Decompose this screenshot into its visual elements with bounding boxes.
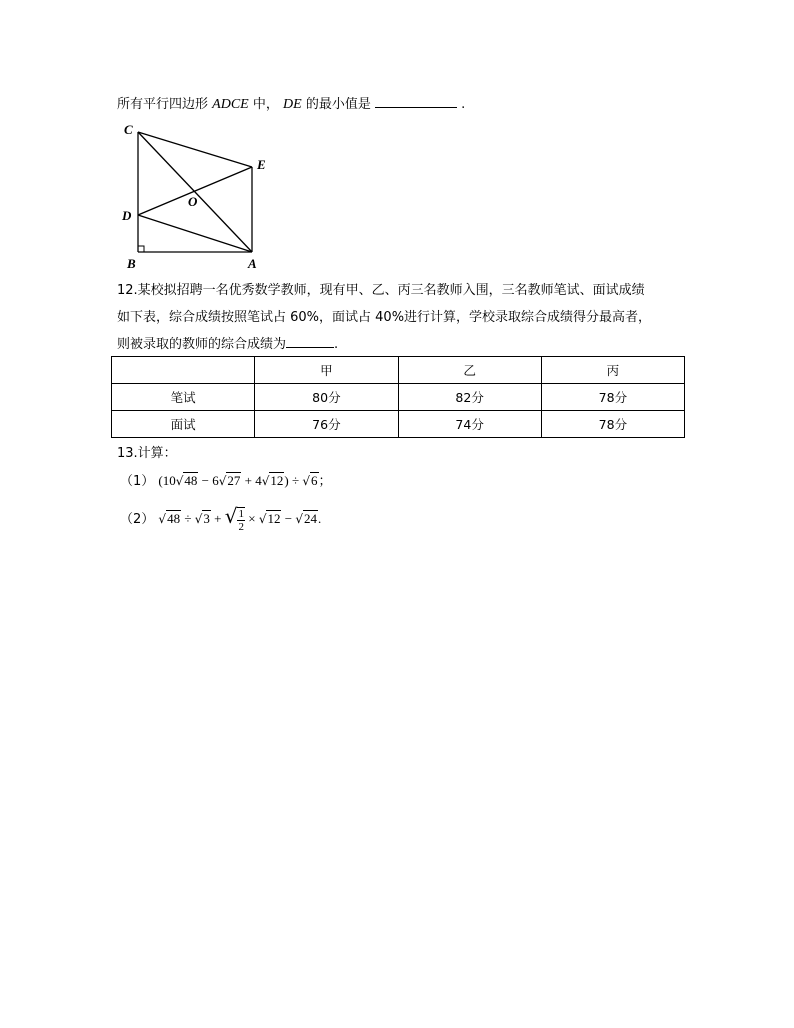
radicand: 3	[203, 511, 210, 526]
q12-line-2: 如下表，综合成绩按照笔试占 60%，面试占 40%进行计算，学校录取综合成绩得分最高者，	[117, 310, 652, 325]
sqrt-12: √12	[258, 511, 281, 526]
expr-op: ×	[244, 511, 259, 526]
radicand: 12	[267, 511, 281, 526]
sqrt-3: √3	[194, 511, 210, 526]
q12-line-1: 12.某校拟招聘一名优秀数学教师，现有甲、乙、丙三名教师入围，三名教师笔试、面试成绩	[117, 283, 645, 298]
table-cell: 80分	[255, 384, 398, 411]
radicand: 48	[184, 473, 198, 488]
sqrt-24: √24	[295, 511, 317, 526]
q11-pre: 所有平行四边形	[117, 97, 209, 112]
table-cell: 78分	[541, 411, 684, 438]
table-row	[112, 384, 685, 411]
expr-op: ÷	[181, 511, 195, 526]
part-1-label: （1）	[120, 474, 155, 489]
expr-end: .	[317, 511, 322, 526]
q11-end: .	[461, 97, 466, 112]
q12-line-3	[117, 333, 338, 352]
radicand: 27	[227, 473, 241, 488]
table-cell: 78分	[541, 384, 684, 411]
radicand: 6	[311, 473, 318, 488]
expr-op: − 6	[198, 473, 219, 488]
table-header-cell: 甲	[255, 357, 398, 384]
part-2-expression	[158, 504, 322, 534]
table-row	[112, 411, 685, 438]
table-header-cell	[112, 357, 255, 384]
label-a: A	[248, 256, 257, 270]
table-header-cell: 丙	[541, 357, 684, 384]
part-2-label: （2）	[120, 512, 155, 527]
geometry-figure	[118, 118, 278, 270]
fraction-numerator: 1	[238, 508, 244, 521]
expr-open: (10	[158, 473, 176, 488]
sqrt-12: √12	[261, 473, 284, 488]
sqrt-6: √6	[302, 473, 318, 488]
sqrt-27: √27	[218, 473, 241, 488]
q11-seg: DE	[283, 97, 302, 112]
label-e: E	[257, 157, 266, 172]
table-cell: 面试	[112, 411, 255, 438]
table-cell: 76分	[255, 411, 398, 438]
expr-close: ) ÷	[284, 473, 303, 488]
q12-line-3-end: .	[334, 337, 339, 352]
label-d: D	[122, 208, 132, 223]
fraction-denominator: 2	[238, 521, 244, 534]
q11-mid: 中，	[252, 97, 279, 112]
q11-shape: ADCE	[212, 97, 249, 112]
answer-blank	[375, 95, 457, 108]
expr-op: + 4	[241, 473, 262, 488]
expr-op: −	[281, 511, 296, 526]
q12-line-3-text: 则被录取的教师的综合成绩为	[117, 337, 287, 352]
q13-part-2	[120, 504, 321, 533]
sqrt-half: √ $\frac{1}{2}$	[224, 504, 244, 534]
radicand: 12	[270, 473, 284, 488]
table-cell: 82分	[398, 384, 541, 411]
table-header-row	[112, 357, 685, 384]
expr-op: +	[210, 511, 225, 526]
table-cell: 74分	[398, 411, 541, 438]
radicand: 24	[303, 511, 317, 526]
label-o: O	[188, 194, 198, 209]
q11-post: 的最小值是	[305, 97, 371, 112]
sqrt-48: √48	[158, 511, 181, 526]
sqrt-48: √48	[175, 473, 198, 488]
question-11-text	[117, 93, 465, 113]
table-cell: 笔试	[112, 384, 255, 411]
part-1-expression	[158, 473, 331, 488]
q13-title: 13.计算：	[117, 446, 177, 461]
expr-end: ；	[318, 473, 332, 488]
label-b: B	[127, 256, 136, 270]
answer-blank	[286, 335, 334, 348]
label-c: C	[124, 122, 133, 137]
right-angle-mark	[138, 246, 144, 252]
table-header-cell: 乙	[398, 357, 541, 384]
radicand: 48	[167, 511, 181, 526]
score-table	[111, 356, 685, 438]
q13-part-1	[120, 470, 332, 489]
